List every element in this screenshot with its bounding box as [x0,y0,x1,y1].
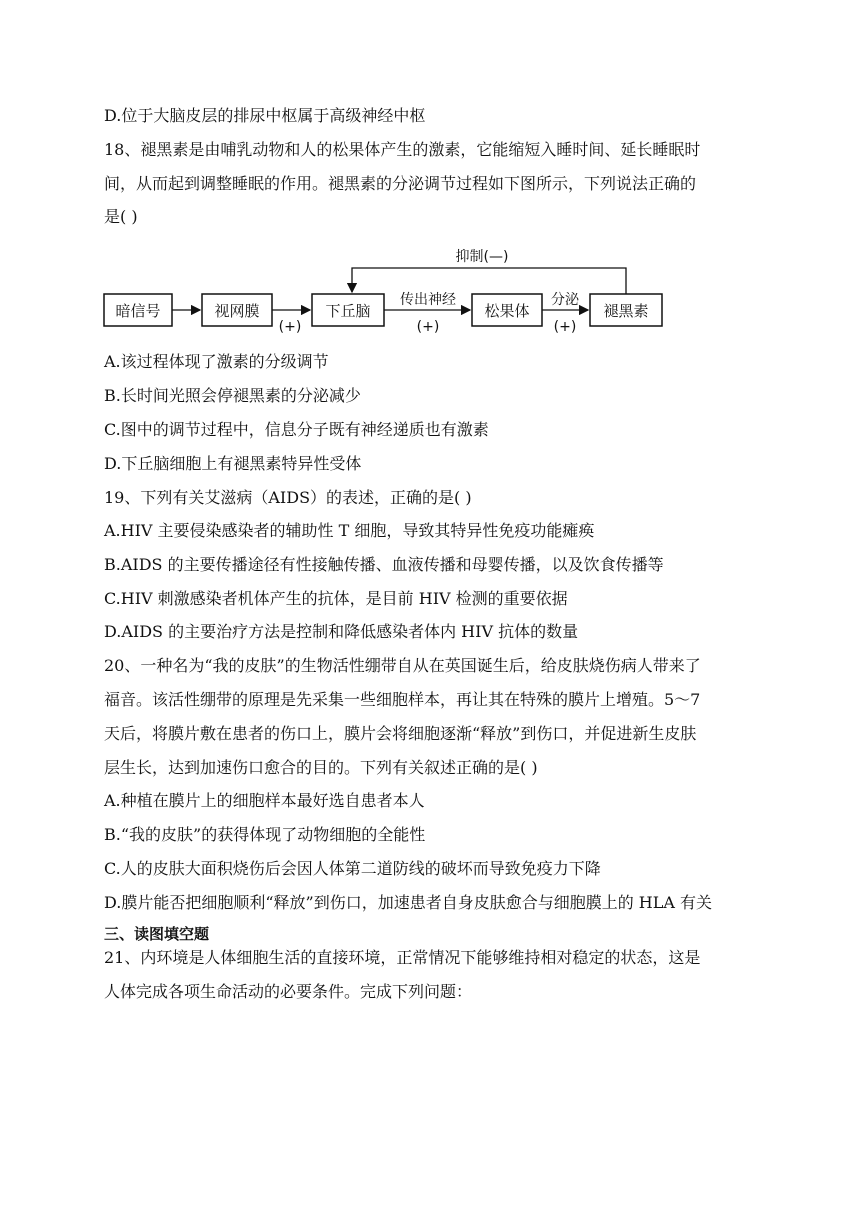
q21-stem-line-1: 21、内环境是人体细胞生活的直接环境，正常情况下能够维持相对稳定的状态，这是 [104,948,701,967]
q19-option-b: B.AIDS 的主要传播途径有性接触传播、血液传播和母婴传播，以及饮食传播等 [104,555,664,574]
label-secrete-plus: (+) [553,319,577,335]
svg-text:松果体: 松果体 [484,302,530,320]
svg-text:视网膜: 视网膜 [214,302,260,320]
q19-option-d: D.AIDS 的主要治疗方法是控制和降低感染者体内 HIV 抗体的数量 [104,622,579,641]
q19-option-a: A.HIV 主要侵染感染者的辅助性 T 细胞，导致其特异性免疫功能瘫痪 [104,521,595,540]
svg-text:暗信号: 暗信号 [115,302,161,320]
q20-option-d: D.膜片能否把细胞顺利“释放”到伤口，加速患者自身皮肤愈合与细胞膜上的 HLA 有关 [104,893,713,912]
q18-stem-line-2: 间，从而起到调整睡眠的作用。褪黑素的分泌调节过程如下图所示，下列说法正确的 [104,174,697,193]
q20-option-a: A.种植在膜片上的细胞样本最好选自患者本人 [104,791,425,810]
q18-option-d: D.下丘脑细胞上有褪黑素特异性受体 [104,454,362,473]
q20-stem-line-2: 福音。该活性绷带的原理是先采集一些细胞样本，再让其在特殊的膜片上增殖。5～7 [104,690,701,709]
q20-option-b: B.“我的皮肤”的获得体现了动物细胞的全能性 [104,825,426,844]
q17-option-d: D.位于大脑皮层的排尿中枢属于高级神经中枢 [104,106,426,125]
svg-text:褪黑素: 褪黑素 [603,302,649,320]
q20-option-c: C.人的皮肤大面积烧伤后会因人体第二道防线的破坏而导致免疫力下降 [104,859,601,878]
feedback-inhibition-arrow [352,268,626,294]
box-hypothalamus [312,294,384,326]
q18-option-a: A.该过程体现了激素的分级调节 [104,352,329,371]
melatonin-regulation-diagram [100,238,670,338]
q19-option-c: C.HIV 刺激感染者机体产生的抗体，是目前 HIV 检测的重要依据 [104,589,568,608]
feedback-label: 抑制(—) [455,249,509,265]
q18-option-c: C.图中的调节过程中，信息分子既有神经递质也有激素 [104,420,489,439]
label-nerve-plus: (+) [416,319,440,335]
q20-stem-line-4: 层生长，达到加速伤口愈合的目的。下列有关叙述正确的是( ) [104,758,538,777]
box-dark-signal [104,294,172,326]
q18-stem-line-1: 18、褪黑素是由哺乳动物和人的松果体产生的激素，它能缩短入睡时间、延长睡眠时 [104,140,701,159]
label-secrete: 分泌 [551,292,579,308]
q18-stem-line-3: 是( ) [104,207,138,226]
box-pineal-gland [472,294,542,326]
q19-stem: 19、下列有关艾滋病（AIDS）的表述，正确的是( ) [104,488,472,507]
q18-option-b: B.长时间光照会停褪黑素的分泌减少 [104,386,361,405]
svg-text:下丘脑: 下丘脑 [325,302,371,320]
section-heading: 三、读图填空题 [104,925,210,943]
box-retina [202,294,272,326]
box-melatonin [590,294,662,326]
label-retina-plus: (+) [278,319,302,335]
q20-stem-line-3: 天后，将膜片敷在患者的伤口上，膜片会将细胞逐渐“释放”到伤口，并促进新生皮肤 [104,724,697,743]
label-efferent-nerve: 传出神经 [400,292,456,308]
q20-stem-line-1: 20、一种名为“我的皮肤”的生物活性绷带自从在英国诞生后，给皮肤烧伤病人带来了 [104,656,701,675]
q21-stem-line-2: 人体完成各项生命活动的必要条件。完成下列问题： [104,982,473,1001]
